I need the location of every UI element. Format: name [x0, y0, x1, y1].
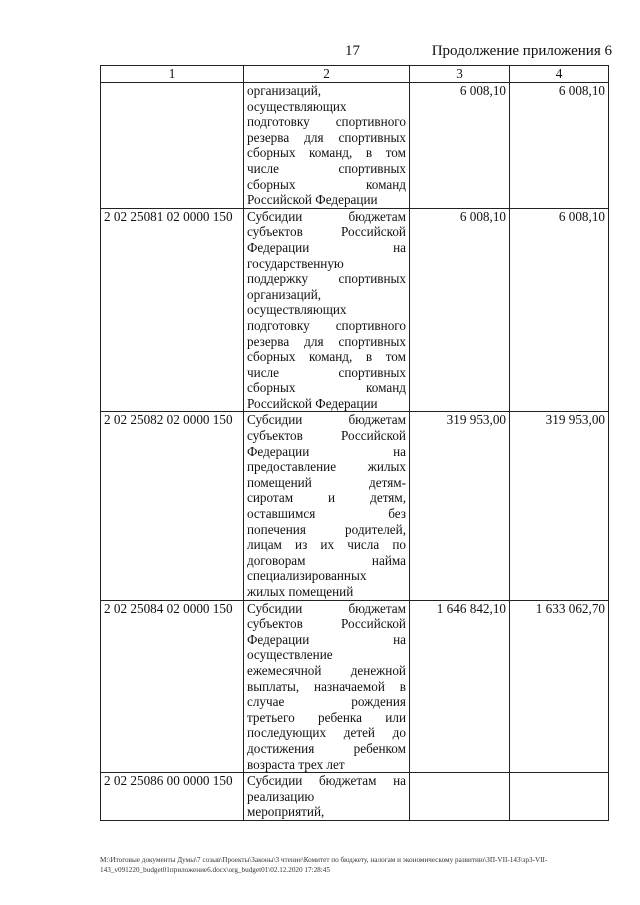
description-line: осуществление: [247, 647, 333, 663]
amount-col3-cell: 319 953,00: [410, 412, 510, 600]
amount-col3-cell: 6 008,10: [410, 208, 510, 412]
description-line: ежемесячной денежной: [247, 662, 406, 678]
table-row: [101, 600, 609, 773]
page-number: 17: [345, 43, 360, 59]
description-line: случае рождения: [247, 694, 406, 710]
description-line: Федерации на: [247, 631, 406, 647]
description-line: достижения ребенком: [247, 740, 406, 756]
description-line: субъектов Российской: [247, 428, 406, 444]
description-line: третьего ребенка или: [247, 709, 406, 725]
table-row: [101, 773, 609, 821]
table-row: [101, 208, 609, 412]
description-line: оставшимся без: [247, 506, 406, 522]
file-path-footer: [100, 855, 612, 875]
table-row: [101, 83, 609, 209]
revenue-code-cell: [101, 83, 244, 209]
description-cell: [244, 600, 410, 773]
amount-col3-cell: 6 008,10: [410, 83, 510, 209]
description-line: субъектов Российской: [247, 224, 406, 240]
description-cell: [244, 412, 410, 600]
revenue-code-cell: 2 02 25086 00 0000 150: [101, 773, 244, 821]
description-line: предоставление жилых: [247, 459, 406, 475]
description-line: государственную: [247, 255, 344, 271]
description-line: Субсидии бюджетам на: [247, 773, 406, 789]
description-line: сборных команд: [247, 380, 406, 396]
description-line: сборных команд, в том: [247, 349, 406, 365]
amount-col4-cell: [510, 773, 609, 821]
description-line: организаций,: [247, 286, 322, 302]
description-line: сборных команд, в том: [247, 145, 406, 161]
amount-col3-cell: 1 646 842,10: [410, 600, 510, 773]
footer-line: 143_v091220_budget01приложение6.docx\org_budget01\02.12.2020 17:28:45: [100, 866, 330, 874]
description-line: мероприятий,: [247, 804, 325, 820]
description-line: Федерации на: [247, 239, 406, 255]
description-line: последующих детей до: [247, 725, 406, 741]
description-line: подготовку спортивного: [247, 317, 406, 333]
description-line: Субсидии бюджетам: [247, 600, 406, 616]
description-cell: [244, 773, 410, 821]
appendix-continuation-header: Продолжение приложения 6: [431, 43, 612, 59]
column-header: 2: [244, 66, 410, 83]
table-row: [101, 412, 609, 600]
description-line: Субсидии бюджетам: [247, 412, 406, 428]
description-line: жилых помещений: [247, 584, 354, 599]
column-header: 1: [101, 66, 244, 83]
description-line: реализацию: [247, 788, 315, 804]
description-line: числе спортивных: [247, 364, 406, 380]
description-line: Субсидии бюджетам: [247, 208, 406, 224]
description-line: возраста трех лет: [247, 756, 345, 772]
description-line: договорам найма: [247, 552, 406, 568]
amount-col3-cell: [410, 773, 510, 821]
description-line: сиротам и детям,: [247, 490, 406, 506]
amount-col4-cell: 6 008,10: [510, 208, 609, 412]
description-line: субъектов Российской: [247, 616, 406, 632]
description-line: осуществляющих: [247, 302, 347, 318]
description-line: числе спортивных: [247, 160, 406, 176]
revenue-code-cell: 2 02 25082 02 0000 150: [101, 412, 244, 600]
table-header-row: [101, 66, 609, 83]
description-line: организаций,: [247, 83, 322, 98]
description-line: Российской Федерации: [247, 395, 378, 411]
column-header: 4: [510, 66, 609, 83]
description-cell: [244, 208, 410, 412]
description-line: лицам из их числа по: [247, 537, 406, 553]
description-line: помещений детям-: [247, 474, 406, 490]
description-line: осуществляющих: [247, 98, 347, 114]
description-line: сборных команд: [247, 176, 406, 192]
footer-line: M:\Итоговые документы Думы\7 созыв\Проекты\Законы\3 чтение\Комитет по бюджету, налогам и экономическому развитию\ЗП-VII-143\зр3-VII-: [100, 856, 548, 864]
description-line: резерва для спортивных: [247, 333, 406, 349]
description-line: подготовку спортивного: [247, 114, 406, 130]
description-cell: [244, 83, 410, 209]
description-line: поддержку спортивных: [247, 271, 406, 287]
description-line: выплаты, назначаемой в: [247, 678, 406, 694]
budget-table: [100, 65, 609, 821]
amount-col4-cell: 6 008,10: [510, 83, 609, 209]
description-line: Федерации на: [247, 443, 406, 459]
description-line: попечения родителей,: [247, 521, 406, 537]
revenue-code-cell: 2 02 25084 02 0000 150: [101, 600, 244, 773]
description-line: резерва для спортивных: [247, 129, 406, 145]
column-header: 3: [410, 66, 510, 83]
description-line: Российской Федерации: [247, 192, 378, 208]
amount-col4-cell: 1 633 062,70: [510, 600, 609, 773]
description-line: специализированных: [247, 568, 367, 584]
revenue-code-cell: 2 02 25081 02 0000 150: [101, 208, 244, 412]
amount-col4-cell: 319 953,00: [510, 412, 609, 600]
